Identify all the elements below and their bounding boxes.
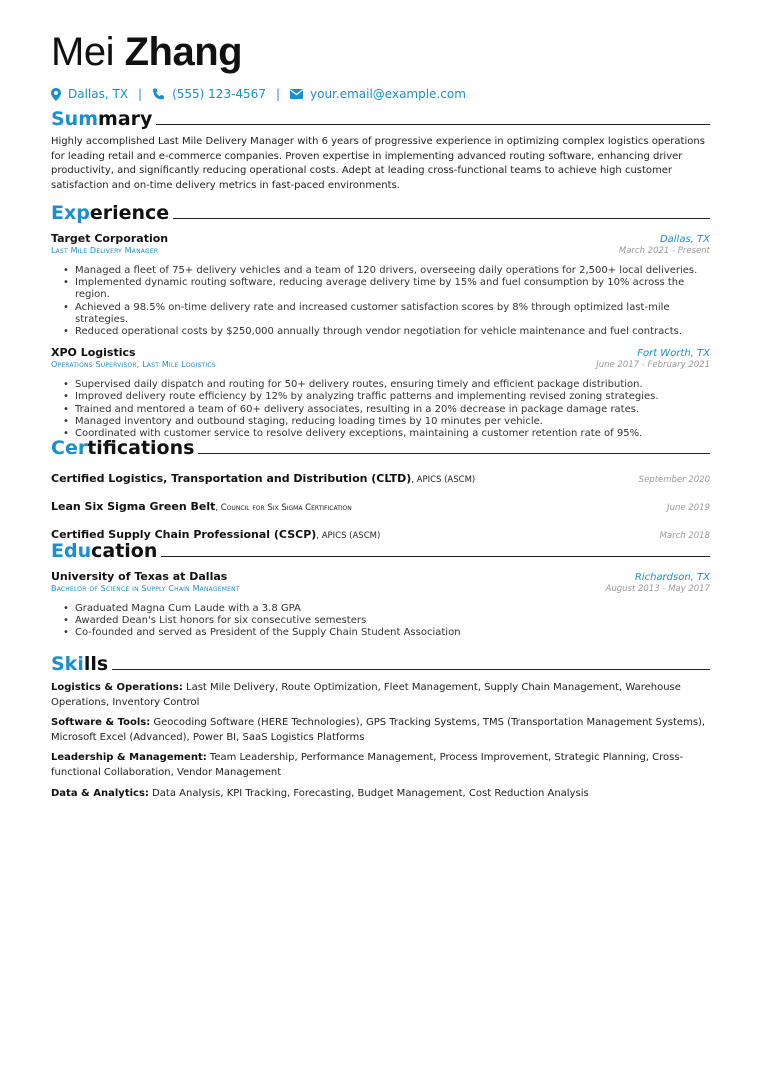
certification-issuer: , APICS (ASCM): [316, 531, 381, 541]
last-name: Zhang: [124, 30, 243, 74]
contact-line: [51, 85, 466, 103]
section-rule: [198, 453, 710, 454]
certification-name: Certified Logistics, Transportation and Distribution (CLTD): [51, 472, 412, 485]
job-dates: March 2021 - Present: [618, 246, 710, 256]
job-title: Last Mile Delivery Manager: [51, 246, 159, 255]
list-item: • Trained and mentored a team of 60+ delivery associates, resulting in a 20% decrease in package damage rates.: [63, 404, 710, 416]
skills-section: [51, 653, 710, 801]
certification-date: September 2020: [638, 475, 710, 485]
section-header: [51, 202, 710, 224]
job-entry: [51, 232, 710, 338]
section-title: Certifications: [51, 437, 195, 459]
list-item: • Managed a fleet of 75+ delivery vehicles and a team of 120 drivers, overseeing daily operations for 2,500+ local deliveries.: [63, 265, 710, 277]
email-text: your.email@example.com: [310, 87, 466, 101]
section-rule: [161, 556, 710, 557]
section-title: Education: [51, 540, 158, 562]
company-name: XPO Logistics: [51, 346, 136, 360]
skill-category: Data & Analytics:: [51, 787, 149, 799]
contact-phone[interactable]: [152, 85, 266, 103]
certification-issuer: , APICS (ASCM): [411, 475, 476, 485]
skill-group: [51, 787, 710, 802]
company-name: Target Corporation: [51, 232, 169, 245]
certification-name: Certified Supply Chain Professional (CSCP): [51, 528, 317, 541]
summary-section: [51, 108, 710, 193]
list-item: • Improved delivery route efficiency by 12% by analyzing traffic patterns and implementing revised zoning strategies.: [63, 391, 710, 403]
section-header: [51, 653, 710, 675]
certification-issuer: , Council for Six Sigma Certification: [215, 503, 352, 513]
list-item: • Co-founded and served as President of the Supply Chain Student Association: [63, 627, 710, 639]
skill-list: Team Leadership, Performance Management, Process Improvement, Strategic Planning, Cross-functional Collaboration, Vendor Management: [51, 752, 684, 778]
section-rule: [112, 669, 710, 670]
skill-category: Logistics & Operations:: [51, 682, 183, 693]
skill-list: Last Mile Delivery, Route Optimization, Fleet Management, Supply Chain Management, Warehouse Operations, Inventory Control: [51, 682, 681, 708]
skill-group: [51, 716, 710, 745]
section-header: [51, 437, 710, 459]
section-rule: [156, 124, 710, 125]
contact-email[interactable]: [290, 85, 466, 103]
list-item: • Achieved a 98.5% on-time delivery rate and increased customer satisfaction scores by 8% through optimized last-mile strategies.: [63, 302, 710, 326]
section-title: Experience: [51, 202, 170, 224]
phone-icon: [152, 88, 165, 101]
school-location: Richardson, TX: [634, 572, 710, 583]
list-item: • Managed inventory and outbound staging, reducing loading times by 10 minutes per vehicle.: [63, 416, 710, 428]
location-text: Dallas, TX: [68, 87, 129, 101]
job-bullets: [51, 265, 710, 338]
degree: Bachelor of Science in Supply Chain Management: [51, 584, 240, 593]
section-header: [51, 540, 710, 562]
certifications-section: [51, 437, 710, 542]
skill-list: Data Analysis, KPI Tracking, Forecasting, Budget Management, Cost Reduction Analysis: [148, 787, 589, 799]
contact-separator: |: [138, 87, 143, 101]
certification-date: March 2018: [659, 531, 710, 541]
skill-group: [51, 681, 710, 710]
education-dates: August 2013 - May 2017: [605, 584, 710, 594]
education-entry: [51, 570, 710, 640]
section-title: Summary: [51, 108, 153, 130]
certification-item: [51, 495, 710, 514]
job-dates: June 2017 - February 2021: [596, 360, 710, 371]
contact-location: [51, 85, 128, 103]
list-item: • Implemented dynamic routing software, reducing average delivery time by 15% and fuel consumption by 10% across the region.: [63, 277, 710, 301]
phone-text: (555) 123-4567: [172, 87, 266, 101]
certification-item: [51, 467, 710, 486]
list-item: • Reduced operational costs by $250,000 annually through vendor negotiation for vehicle maintenance and fuel contracts.: [63, 326, 710, 338]
first-name: Mei: [51, 30, 114, 74]
job-location: Dallas, TX: [659, 234, 710, 245]
list-item: • Awarded Dean's List honors for six consecutive semesters: [63, 615, 710, 627]
school-name: University of Texas at Dallas: [51, 570, 228, 583]
certification-date: June 2019: [667, 503, 710, 513]
certification-name: Lean Six Sigma Green Belt: [51, 500, 216, 513]
job-location: Fort Worth, TX: [637, 348, 710, 360]
list-item: • Supervised daily dispatch and routing for 50+ delivery routes, ensuring timely and efficient package distribution.: [63, 379, 710, 391]
section-rule: [173, 218, 710, 219]
skill-group: [51, 751, 710, 780]
skill-list: Geocoding Software (HERE Technologies), GPS Tracking Systems, TMS (Transportation Management Systems), Microsoft Excel (Advanced), Power BI, SaaS Logistics Platforms: [51, 717, 706, 743]
section-title: Skills: [51, 653, 109, 675]
candidate-name: [51, 28, 242, 76]
education-bullets: [51, 603, 710, 640]
contact-separator: |: [275, 87, 280, 101]
list-item: • Coordinated with customer service to resolve delivery exceptions, maintaining a customer retention rate of 95%.: [63, 428, 710, 440]
skill-category: Software & Tools:: [51, 717, 151, 729]
experience-section: [51, 202, 710, 440]
job-bullets: [51, 379, 710, 440]
skill-category: Leadership & Management:: [51, 752, 207, 764]
map-pin-icon: [51, 88, 61, 101]
job-entry: [51, 346, 710, 440]
job-title: Operations Supervisor, Last Mile Logistics: [51, 360, 216, 370]
summary-text: Highly accomplished Last Mile Delivery Manager with 6 years of progressive experience in optimizing complex logistics operations for leading retail and e-commerce companies. Proven expertise in implementing advanced routing software, enhancing driver productivity, and significantly reducing operational costs. Adept at leading cross-functional teams to achieve high customer satisfaction and on-time delivery metrics in fast-paced environments.: [51, 136, 705, 191]
list-item: • Graduated Magna Cum Laude with a 3.8 GPA: [63, 603, 710, 615]
education-section: [51, 540, 710, 640]
envelope-icon: [290, 89, 303, 99]
section-header: [51, 108, 710, 130]
